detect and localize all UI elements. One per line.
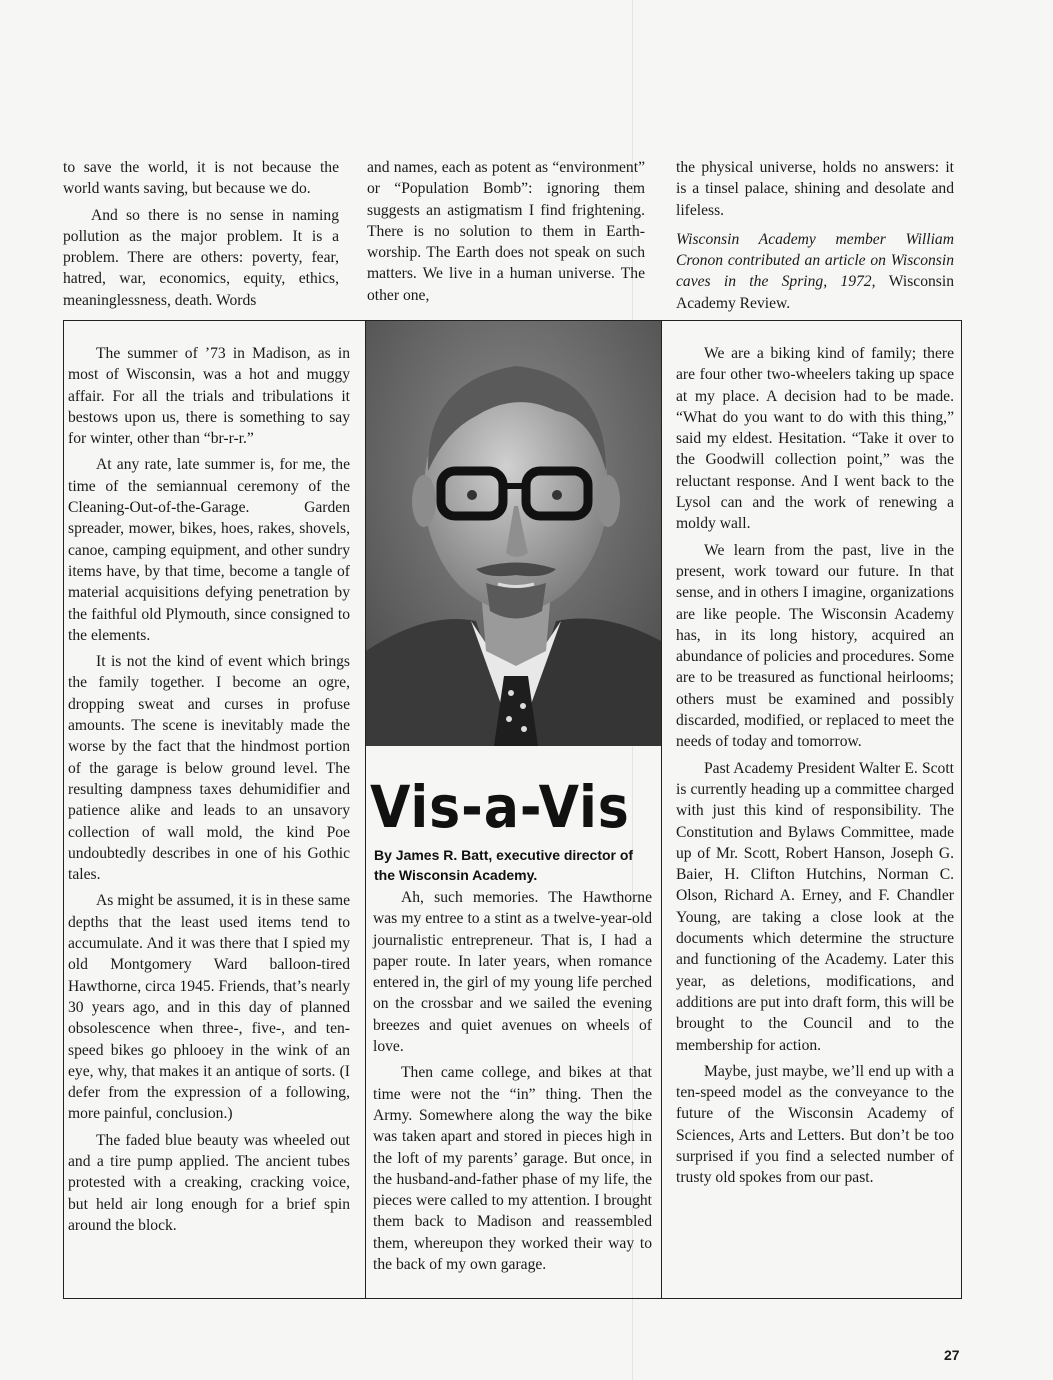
article-column-1 [68,343,350,1241]
top-column-3 [676,157,954,319]
paragraph: The faded blue beauty was wheeled out and a tire pump applied. The ancient tubes protested with a creaking, cracking voice, but held air long enough for a brief spin around the block. [68,1131,350,1234]
paragraph: As might be assumed, it is in these same depths that the least used items tend to accumulate. And it was there that I spied my old Montgomery Ward balloon-tired Hawthorne, circa 1945. Friends, that’s nearly 30 years ago, and in this day of planned obsolescence when three-, five-, and ten-speed bikes go phlooey in the wink of an eye, why, that makes it an antique of sorts. (I defer from the expression of a following, more painful, conclusion.) [68,892,350,1123]
article-column-3 [676,343,954,1194]
paragraph: to save the world, it is not because the world wants saving, but because we do. [63,159,339,198]
portrait-illustration [366,321,661,746]
paragraph: It is not the kind of event which brings the family together. I become an ogre, dropping sweat and curses in profuse amounts. The scene is inevitably made the worse by the fact that the hindmost portion of the garage is below ground level. The resulting dampness taxes dehumidifier and patience alike and leads to an unsavory collection of wall mold, the kind Poe undoubtedly describes in one of his Gothic tales. [68,653,350,884]
article-headline: Vis-a-Vis [370,773,630,841]
paragraph: Then came college, and bikes at that time were not the “in” thing. Then the Army. Somewhere along the way the bike was taken apart and stored in pieces high in the loft of my parents’ garage. But once, in the husband-and-father phase of my life, the pieces were called to my attention. I brought them back to Madison and reassembled them, whereupon they worked their way to the back of my own garage. [373,1064,652,1274]
paragraph: Past Academy President Walter E. Scott is currently heading up a committee charged with just this kind of responsibility. The Constitution and Bylaws Committee, made up of Mr. Scott, Robert Hanson, Joseph G. Baier, H. Clifton Hutchins, Norman C. Olson, Richard A. Erney, and F. Chandler Young, are taking a close look at the documents which determine the structure and functioning of the Academy. Later this year, as deletions, modifications, and additions are put into draft form, this will be brought to the Council and to the membership for action. [676,759,954,1054]
paragraph: And so there is no sense in naming pollution as the major problem. It is a problem. There are others: poverty, fear, hatred, war, economics, equity, ethics, meaninglessness, death. Words [63,206,339,309]
author-portrait-photo [366,321,661,746]
column-rule-right [661,320,662,1299]
paragraph: Maybe, just maybe, we’ll end up with a ten-speed model as the conveyance to the future of the Wisconsin Academy of Sciences, Arts and Letters. But don’t be too surprised if you find a selected number of trusty old spokes from our past. [676,1062,954,1187]
paragraph: We learn from the past, live in the present, work toward our future. In that sense, and in others I imagine, organizations are like people. The Wisconsin Academy has, in its long history, acquired an abundance of policies and procedures. Some are to be treasured as functional heirlooms; others must be examined and possibly discarded, modified, or replaced to meet the needs of today and tomorrow. [676,541,954,751]
top-column-2 [367,157,645,311]
paragraph: and names, each as potent as “environment” or “Population Bomb”: ignoring them suggests an astigmatism I find frightening. There is no solution to them in Earth-worship. The Earth does not speak on such matters. We live in a human universe. The other one, [367,159,645,304]
author-note-text: Wisconsin Academy member William Cronon contributed an article on Wisconsin caves in the Spring, 1972, [676,230,954,291]
article-column-2 [373,887,652,1280]
paragraph: We are a biking kind of family; there are four other two-wheelers taking up space at my place. A decision had to be made. “What do you want to do with this thing,” said my eldest. Hesitation. “Take it over to the Goodwill collection point,” was the reluctant response. And I went back to the Lysol can and the work of renewing a moldy wall. [676,345,954,533]
paragraph: At any rate, late summer is, for me, the time of the semiannual ceremony of the Cleaning-Out-of-the-Garage. Garden spreader, mower, bikes, hoes, rakes, shovels, canoe, camping equipment, and other sundry items have, by that time, become a tangle of material acquisitions defying penetration by the faithful old Plymouth, since consigned to the elements. [68,456,350,644]
page-number: 27 [944,1347,960,1363]
top-column-1 [63,157,339,316]
paragraph: the physical universe, holds no answers: it is a tinsel palace, shining and desolate and lifeless. [676,159,954,219]
paragraph: Ah, such memories. The Hawthorne was my entree to a stint as a twelve-year-old journalistic entrepreneur. That is, I had a paper route. In later years, when romance entered in, the girl of my young life perched on the crossbar and we sailed the evening breezes and quiet avenues on wheels of love. [373,889,652,1056]
author-note-tail: Wisconsin Academy Review. [676,273,954,312]
article-byline: By James R. Batt, executive director of the Wisconsin Academy. [374,847,634,883]
author-note [676,229,954,314]
paragraph: The summer of ’73 in Madison, as in most of Wisconsin, was a hot and muggy affair. For all the trials and tribulations it bestows upon us, there is something to say for winter, other than “br-r-r.” [68,345,350,448]
